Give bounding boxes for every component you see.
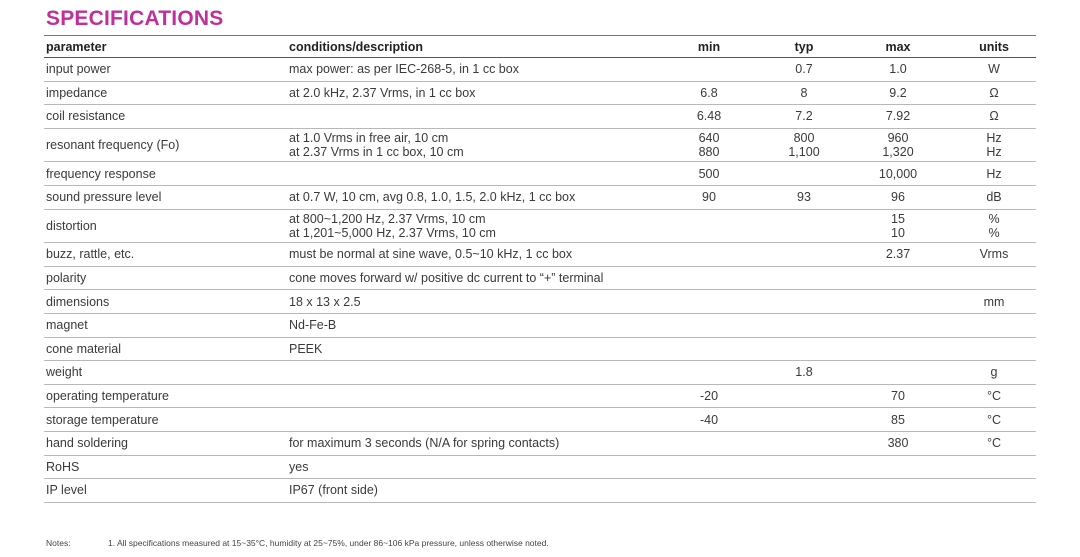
cell-units: °C bbox=[986, 436, 1002, 451]
cell-conditions bbox=[287, 408, 654, 432]
cell-typ: 7.2 bbox=[795, 109, 813, 124]
header-min: min bbox=[654, 36, 764, 58]
cell-parameter: coil resistance bbox=[46, 109, 126, 124]
cell-min bbox=[654, 266, 764, 290]
cell-typ: 0.7 bbox=[795, 62, 813, 77]
cell-max bbox=[844, 313, 952, 337]
cell-units bbox=[952, 313, 1036, 337]
cell-units: dB bbox=[986, 190, 1002, 205]
cell-max bbox=[844, 266, 952, 290]
cell-max: 15 10 bbox=[891, 211, 905, 240]
cell-min bbox=[654, 209, 764, 243]
cell-typ bbox=[764, 479, 844, 503]
cell-typ bbox=[764, 162, 844, 186]
cell-units: Vrms bbox=[979, 247, 1009, 262]
table-row bbox=[44, 58, 1036, 82]
cell-units: g bbox=[990, 365, 998, 380]
table-row bbox=[44, 408, 1036, 432]
cell-units: °C bbox=[986, 389, 1002, 404]
table-row bbox=[44, 243, 1036, 267]
cell-units bbox=[952, 337, 1036, 361]
table-row bbox=[44, 431, 1036, 455]
cell-max: 7.92 bbox=[885, 109, 911, 124]
cell-parameter: buzz, rattle, etc. bbox=[46, 247, 135, 262]
cell-max: 960 1,320 bbox=[882, 131, 914, 160]
cell-units bbox=[952, 266, 1036, 290]
cell-conditions: cone moves forward w/ positive dc current to “+” terminal bbox=[289, 271, 604, 286]
cell-units: mm bbox=[983, 294, 1005, 309]
table-row bbox=[44, 185, 1036, 209]
cell-max bbox=[844, 479, 952, 503]
table-row bbox=[44, 337, 1036, 361]
cell-typ bbox=[764, 290, 844, 314]
cell-conditions: at 800~1,200 Hz, 2.37 Vrms, 10 cm at 1,201~5,000 Hz, 2.37 Vrms, 10 cm bbox=[289, 211, 496, 240]
cell-typ bbox=[764, 313, 844, 337]
cell-parameter: IP level bbox=[46, 483, 87, 498]
cell-conditions: must be normal at sine wave, 0.5~10 kHz, 1 cc box bbox=[289, 247, 573, 262]
cell-units: Hz bbox=[986, 166, 1002, 181]
cell-parameter: sound pressure level bbox=[46, 190, 162, 205]
cell-conditions: max power: as per IEC-268-5, in 1 cc box bbox=[289, 62, 519, 77]
cell-max: 9.2 bbox=[889, 85, 907, 100]
cell-max bbox=[844, 290, 952, 314]
table-row bbox=[44, 105, 1036, 129]
header-parameter: parameter bbox=[44, 36, 287, 58]
table-row bbox=[44, 361, 1036, 385]
cell-max: 2.37 bbox=[885, 247, 911, 262]
cell-units: Ω bbox=[989, 85, 999, 100]
header-conditions: conditions/description bbox=[287, 36, 654, 58]
cell-conditions: at 2.0 kHz, 2.37 Vrms, in 1 cc box bbox=[289, 85, 476, 100]
cell-max: 96 bbox=[891, 190, 905, 205]
cell-typ bbox=[764, 209, 844, 243]
cell-min bbox=[654, 455, 764, 479]
cell-conditions: Nd-Fe-B bbox=[289, 318, 337, 333]
cell-min bbox=[654, 290, 764, 314]
cell-parameter: distortion bbox=[46, 218, 97, 233]
specifications-table bbox=[44, 35, 1036, 503]
cell-min: -40 bbox=[699, 412, 719, 427]
cell-conditions bbox=[287, 162, 654, 186]
cell-min: 6.8 bbox=[700, 85, 718, 100]
cell-typ: 8 bbox=[800, 85, 808, 100]
table-header-row bbox=[44, 36, 1036, 58]
cell-conditions bbox=[287, 384, 654, 408]
cell-parameter: resonant frequency (Fo) bbox=[46, 138, 180, 153]
cell-parameter: polarity bbox=[46, 271, 87, 286]
notes-label: Notes: bbox=[46, 538, 71, 548]
table-row bbox=[44, 313, 1036, 337]
cell-units: Hz Hz bbox=[986, 131, 1002, 160]
table-body bbox=[44, 58, 1036, 503]
header-max: max bbox=[844, 36, 952, 58]
table-row bbox=[44, 209, 1036, 243]
table-row bbox=[44, 479, 1036, 503]
cell-units: W bbox=[988, 62, 1000, 77]
cell-max: 10,000 bbox=[878, 166, 918, 181]
cell-max: 1.0 bbox=[889, 62, 907, 77]
cell-conditions: at 1.0 Vrms in free air, 10 cm at 2.37 Vrms in 1 cc box, 10 cm bbox=[289, 131, 464, 160]
cell-parameter: storage temperature bbox=[46, 412, 159, 427]
cell-conditions: yes bbox=[289, 459, 309, 474]
cell-max bbox=[844, 337, 952, 361]
cell-parameter: input power bbox=[46, 62, 111, 77]
cell-min bbox=[654, 361, 764, 385]
cell-typ: 1.8 bbox=[795, 365, 813, 380]
cell-typ bbox=[764, 408, 844, 432]
cell-conditions: 18 x 13 x 2.5 bbox=[289, 294, 361, 309]
cell-parameter: magnet bbox=[46, 318, 88, 333]
cell-max bbox=[844, 361, 952, 385]
cell-units: % % bbox=[988, 211, 1000, 240]
cell-min bbox=[654, 243, 764, 267]
cell-conditions bbox=[287, 361, 654, 385]
cell-min bbox=[654, 337, 764, 361]
cell-conditions: PEEK bbox=[289, 341, 323, 356]
table-row bbox=[44, 128, 1036, 162]
cell-max: 70 bbox=[891, 389, 905, 404]
cell-max: 380 bbox=[887, 436, 909, 451]
table-row bbox=[44, 81, 1036, 105]
header-typ: typ bbox=[764, 36, 844, 58]
cell-typ bbox=[764, 431, 844, 455]
cell-max: 85 bbox=[891, 412, 905, 427]
cell-typ: 93 bbox=[797, 190, 811, 205]
cell-typ bbox=[764, 455, 844, 479]
cell-min: -20 bbox=[699, 389, 719, 404]
cell-min: 90 bbox=[702, 190, 716, 205]
cell-units: Ω bbox=[989, 109, 999, 124]
cell-units bbox=[952, 479, 1036, 503]
cell-typ bbox=[764, 243, 844, 267]
table-row bbox=[44, 455, 1036, 479]
cell-min: 500 bbox=[698, 166, 720, 181]
table-row bbox=[44, 266, 1036, 290]
cell-min: 6.48 bbox=[696, 109, 722, 124]
cell-min bbox=[654, 58, 764, 82]
cell-typ bbox=[764, 337, 844, 361]
cell-parameter: RoHS bbox=[46, 459, 80, 474]
table-row bbox=[44, 290, 1036, 314]
cell-typ bbox=[764, 384, 844, 408]
cell-typ: 800 1,100 bbox=[788, 131, 820, 160]
table-row bbox=[44, 162, 1036, 186]
page-title: SPECIFICATIONS bbox=[46, 7, 224, 30]
cell-min: 640 880 bbox=[698, 131, 720, 160]
cell-parameter: operating temperature bbox=[46, 389, 169, 404]
cell-parameter: impedance bbox=[46, 85, 108, 100]
cell-min bbox=[654, 431, 764, 455]
cell-conditions: at 0.7 W, 10 cm, avg 0.8, 1.0, 1.5, 2.0 kHz, 1 cc box bbox=[289, 190, 576, 205]
header-units: units bbox=[952, 36, 1036, 58]
cell-parameter: frequency response bbox=[46, 166, 156, 181]
notes bbox=[46, 538, 549, 548]
cell-units bbox=[952, 455, 1036, 479]
cell-min bbox=[654, 479, 764, 503]
cell-parameter: weight bbox=[46, 365, 83, 380]
cell-parameter: cone material bbox=[46, 341, 122, 356]
cell-parameter: hand soldering bbox=[46, 436, 129, 451]
cell-conditions: IP67 (front side) bbox=[289, 483, 378, 498]
table-row bbox=[44, 384, 1036, 408]
cell-parameter: dimensions bbox=[46, 294, 110, 309]
cell-conditions bbox=[287, 105, 654, 129]
cell-min bbox=[654, 313, 764, 337]
cell-max bbox=[844, 455, 952, 479]
cell-typ bbox=[764, 266, 844, 290]
notes-text: 1. All specifications measured at 15~35°C, humidity at 25~75%, under 86~106 kPa pressure, unless otherwise noted. bbox=[108, 538, 549, 548]
cell-units: °C bbox=[986, 412, 1002, 427]
cell-conditions: for maximum 3 seconds (N/A for spring contacts) bbox=[289, 436, 560, 451]
